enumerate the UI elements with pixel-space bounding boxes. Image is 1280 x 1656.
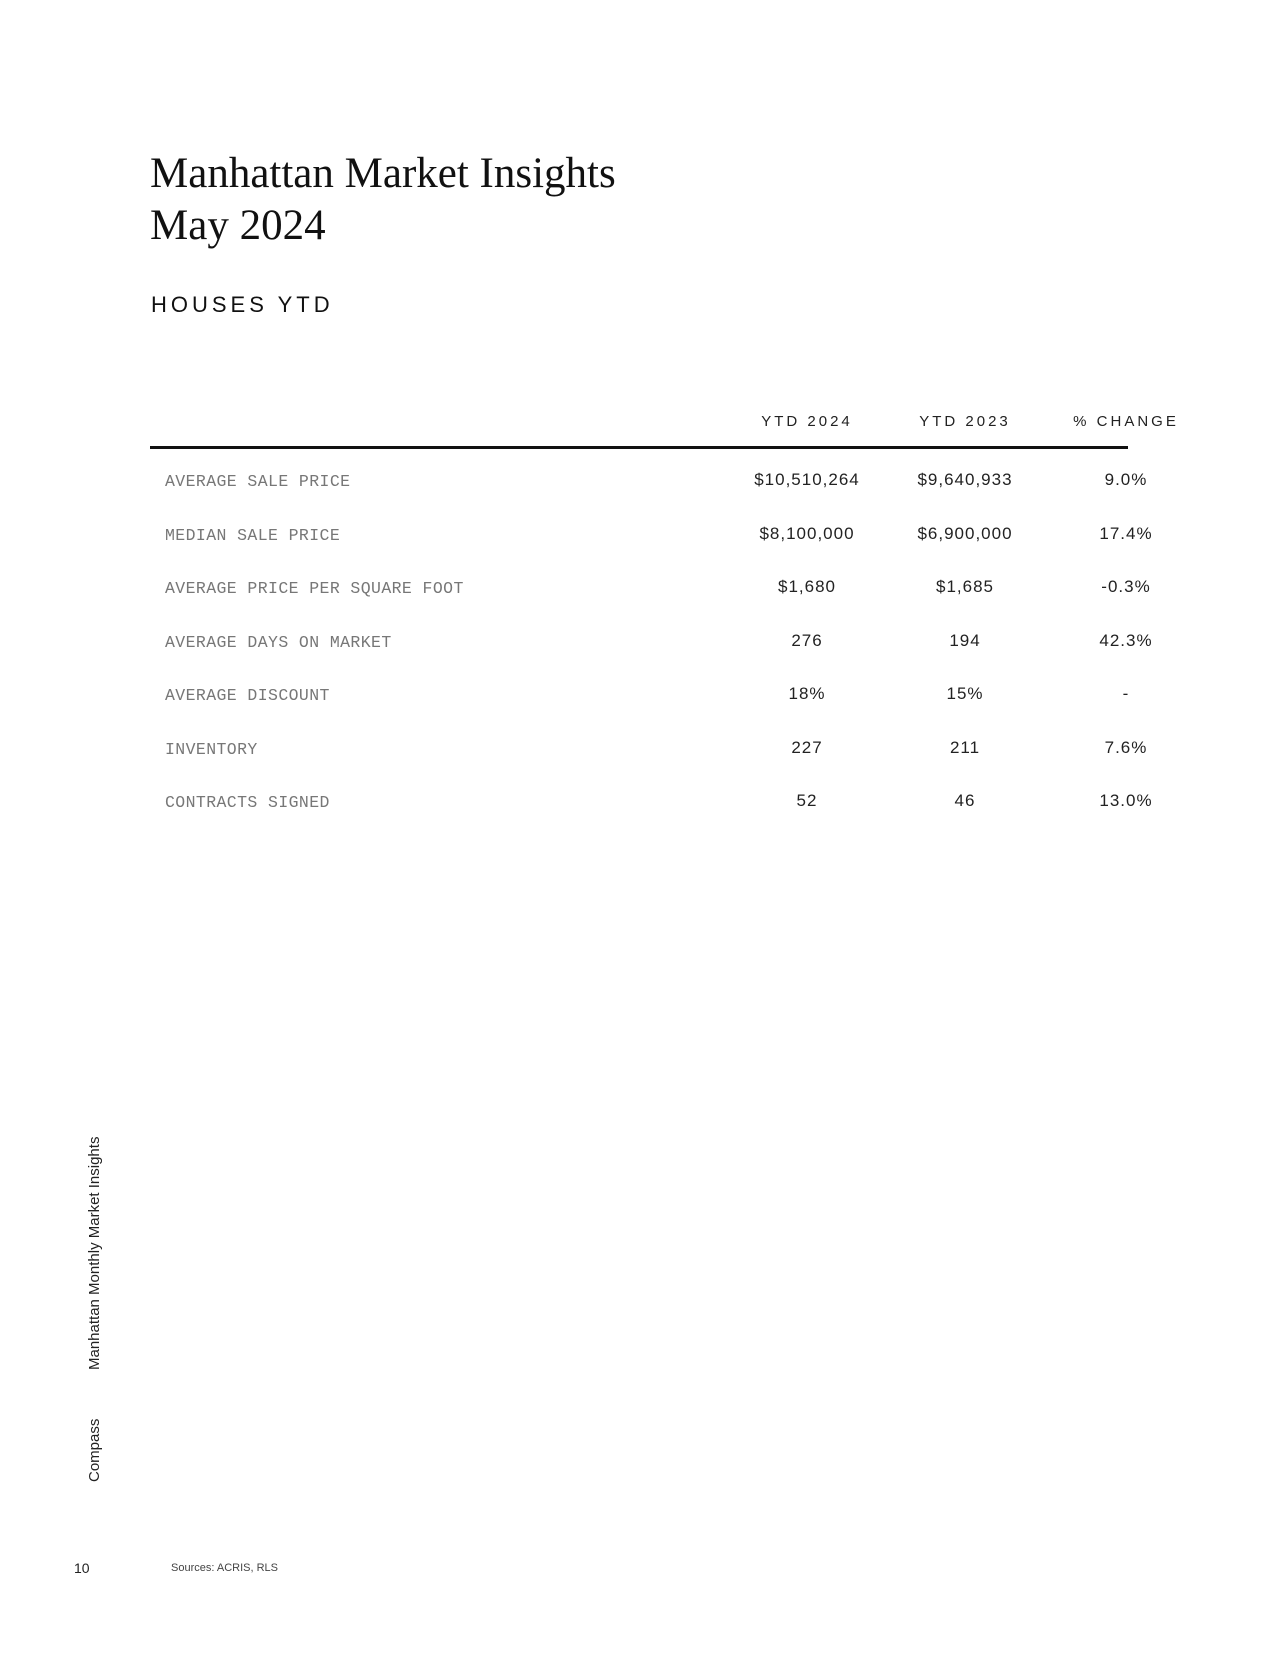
- column-header-ytd-2023: YTD 2023: [919, 413, 1011, 430]
- row-label: INVENTORY: [165, 739, 258, 759]
- page-title-line1: Manhattan Market Insights: [150, 150, 616, 197]
- cell-change: 9.0%: [1104, 470, 1148, 489]
- cell-ytd-2024: $10,510,264: [754, 470, 860, 489]
- sidebar-publication-title: Manhattan Monthly Market Insights: [86, 1136, 103, 1370]
- cell-ytd-2024: $8,100,000: [759, 523, 855, 543]
- table-row: [150, 722, 1148, 776]
- cell-ytd-2024: 276: [791, 630, 823, 650]
- market-table: [150, 400, 1179, 829]
- row-label: AVERAGE DISCOUNT: [165, 686, 330, 705]
- section-heading: HOUSES YTD: [151, 292, 334, 317]
- row-label: AVERAGE PRICE PER SQUARE FOOT: [165, 579, 464, 598]
- cell-ytd-2023: 46: [954, 791, 976, 810]
- column-header-ytd-2024: YTD 2024: [761, 413, 853, 430]
- cell-ytd-2023: $6,900,000: [917, 523, 1013, 543]
- table-row: [150, 668, 1128, 722]
- table-row: [150, 615, 1153, 669]
- cell-ytd-2024: 227: [791, 737, 823, 757]
- page-title-line2: May 2024: [150, 202, 326, 249]
- table-header: [150, 400, 1179, 449]
- cell-ytd-2023: $9,640,933: [917, 470, 1013, 489]
- table-row: [150, 775, 1153, 829]
- page-title: [150, 148, 616, 252]
- cell-ytd-2024: 18%: [788, 684, 826, 703]
- page-number: 10: [74, 1560, 90, 1576]
- cell-change: 13.0%: [1099, 791, 1153, 810]
- cell-change: -: [1122, 684, 1130, 703]
- column-header-change: % CHANGE: [1073, 413, 1179, 430]
- sidebar-brand: Compass: [86, 1418, 103, 1482]
- row-label: AVERAGE SALE PRICE: [165, 472, 351, 491]
- row-label: MEDIAN SALE PRICE: [165, 525, 341, 545]
- table-body: [150, 454, 1153, 829]
- cell-ytd-2023: 211: [949, 737, 981, 757]
- cell-change: 7.6%: [1104, 737, 1148, 757]
- table-row: [150, 508, 1153, 562]
- table-row: [150, 454, 1148, 508]
- row-label: AVERAGE DAYS ON MARKET: [165, 632, 392, 652]
- cell-ytd-2024: $1,680: [778, 577, 836, 596]
- cell-change: 42.3%: [1099, 630, 1153, 650]
- cell-change: 17.4%: [1099, 523, 1153, 543]
- cell-ytd-2024: 52: [796, 791, 818, 810]
- cell-ytd-2023: 194: [949, 630, 981, 650]
- cell-change: -0.3%: [1101, 577, 1151, 596]
- cell-ytd-2023: 15%: [946, 684, 984, 703]
- row-label: CONTRACTS SIGNED: [165, 793, 330, 812]
- sources-note: Sources: ACRIS, RLS: [171, 1562, 278, 1574]
- table-row: [150, 561, 1151, 615]
- cell-ytd-2023: $1,685: [936, 577, 994, 596]
